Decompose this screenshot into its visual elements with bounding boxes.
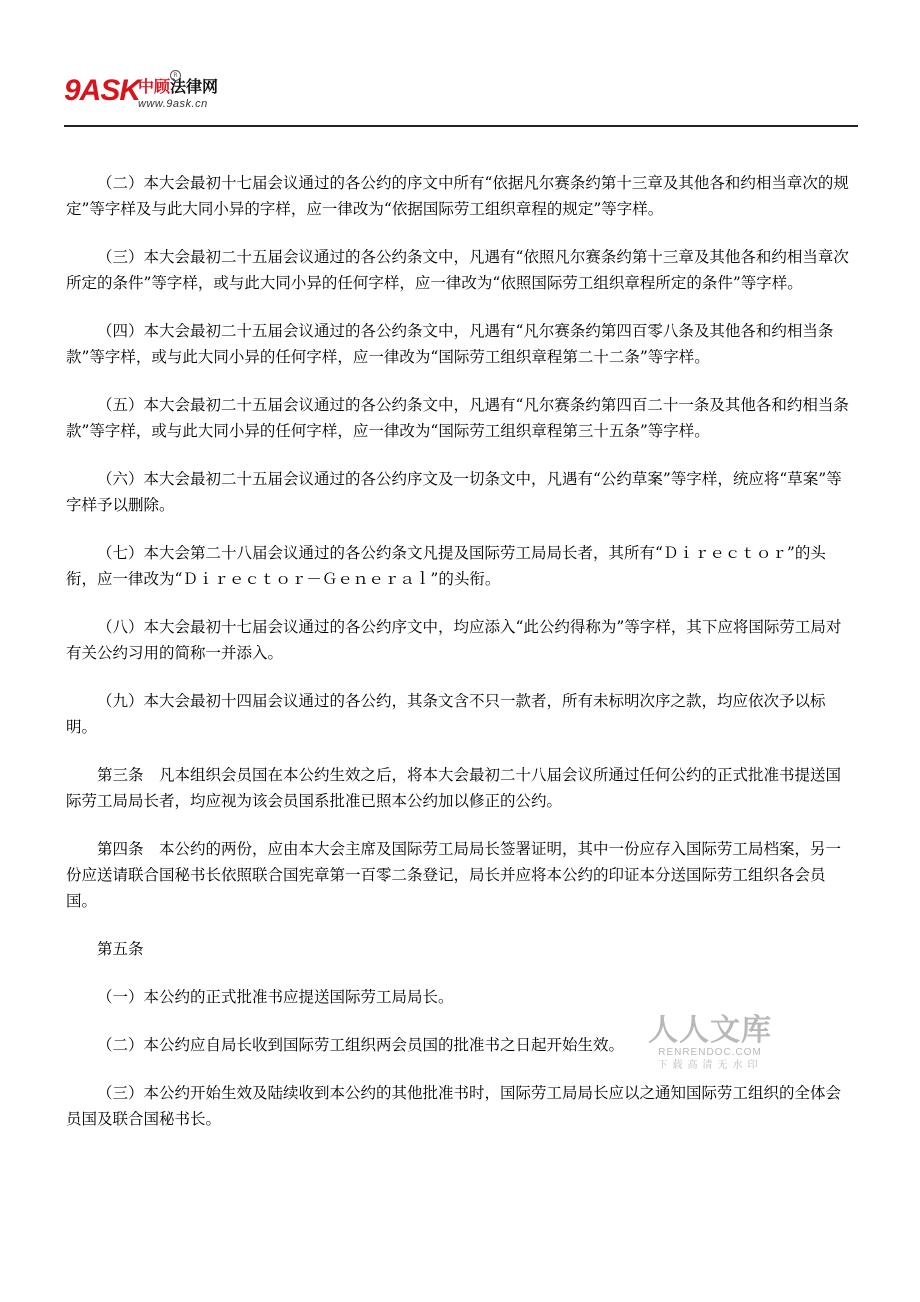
paragraph-4: （四）本大会最初二十五届会议通过的各公约条文中，凡遇有“凡尔赛条约第四百零八条及其他各和约相当条款”等字样，或与此大同小异的任何字样，应一律改为“国际劳工组织章程第二十二条”等字样。 [66,322,834,366]
paragraph-3: （三）本大会最初二十五届会议通过的各公约条文中，凡遇有“依照凡尔赛条约第十三章及其他各和约相当章次所定的条件”等字样，或与此大同小异的任何字样，应一律改为“依照国际劳工组织章程所定的条件”等字样。 [66,248,849,292]
paragraph-2: （二）本大会最初十七届会议通过的各公约的序文中所有“依据凡尔赛条约第十三章及其他各和约相当章次的规定”等字样及与此大同小异的字样，应一律改为“依据国际劳工组织章程的规定”等字样。 [66,174,849,218]
watermark [640,1015,780,1073]
header-rule [64,125,858,127]
article-5-heading: 第五条 [97,940,144,958]
paragraph-5: （五）本大会最初二十五届会议通过的各公约条文中，凡遇有“凡尔赛条约第四百二十一条及其他各和约相当条款”等字样，或与此大同小异的任何字样，应一律改为“国际劳工组织章程第三十五条”等字样。 [66,396,849,440]
watermark-url: RENRENDOC.COM [658,1047,762,1058]
logo-name: 中顾法律网 [138,77,219,96]
article-4: 第四条 本公约的两份，应由本大会主席及国际劳工局局长签署证明，其中一份应存入国际劳工局档案，另一份应送请联合国秘书长依照联合国宪章第一百零二条登记，局长并应将本公约的印证本分送国际劳工组织各会员国。 [66,840,842,910]
paragraph-6: （六）本大会最初二十五届会议通过的各公约序文及一切条文中，凡遇有“公约草案”等字样，统应将“草案”等字样予以删除。 [66,470,842,514]
logo-mark: 9ASK [64,74,141,107]
watermark-subtitle: 下载高清无水印 [657,1060,763,1071]
watermark-title: 人人文库 [648,1013,772,1048]
article-3: 第三条 凡本组织会员国在本公约生效之后，将本大会最初二十八届会议所通过任何公约的正式批准书提送国际劳工局局长者，均应视为该会员国系批准已照本公约加以修正的公约。 [66,766,842,810]
paragraph-7: （七）本大会第二十八届会议通过的各公约条文凡提及国际劳工局局长者，其所有“Ｄｉｒｅｃｔｏｒ”的头衔，应一律改为“Ｄｉｒｅｃｔｏｒ－Ｇｅｎｅｒａｌ”的头衔。 [66,544,826,588]
article-5-clause-3: （三）本公约开始生效及陆续收到本公约的其他批准书时，国际劳工局局长应以之通知国际劳工组织的全体会员国及联合国秘书长。 [66,1084,842,1128]
page-header [64,70,858,128]
article-5-clause-1: （一）本公约的正式批准书应提送国际劳工局局长。 [97,988,454,1006]
document-body [66,170,856,1154]
article-5-clause-2: （二）本公约应自局长收到国际劳工组织两会员国的批准书之日起开始生效。 [97,1036,625,1054]
logo-url: www.9ask.cn [138,98,208,110]
paragraph-9: （九）本大会最初十四届会议通过的各公约，其条文含不只一款者，所有未标明次序之款，均应依次予以标明。 [66,692,826,736]
registered-icon: R [170,70,181,81]
paragraph-8: （八）本大会最初十七届会议通过的各公约序文中，均应添入“此公约得称为”等字样，其下应将国际劳工局对有关公约习用的简称一并添入。 [66,618,842,662]
